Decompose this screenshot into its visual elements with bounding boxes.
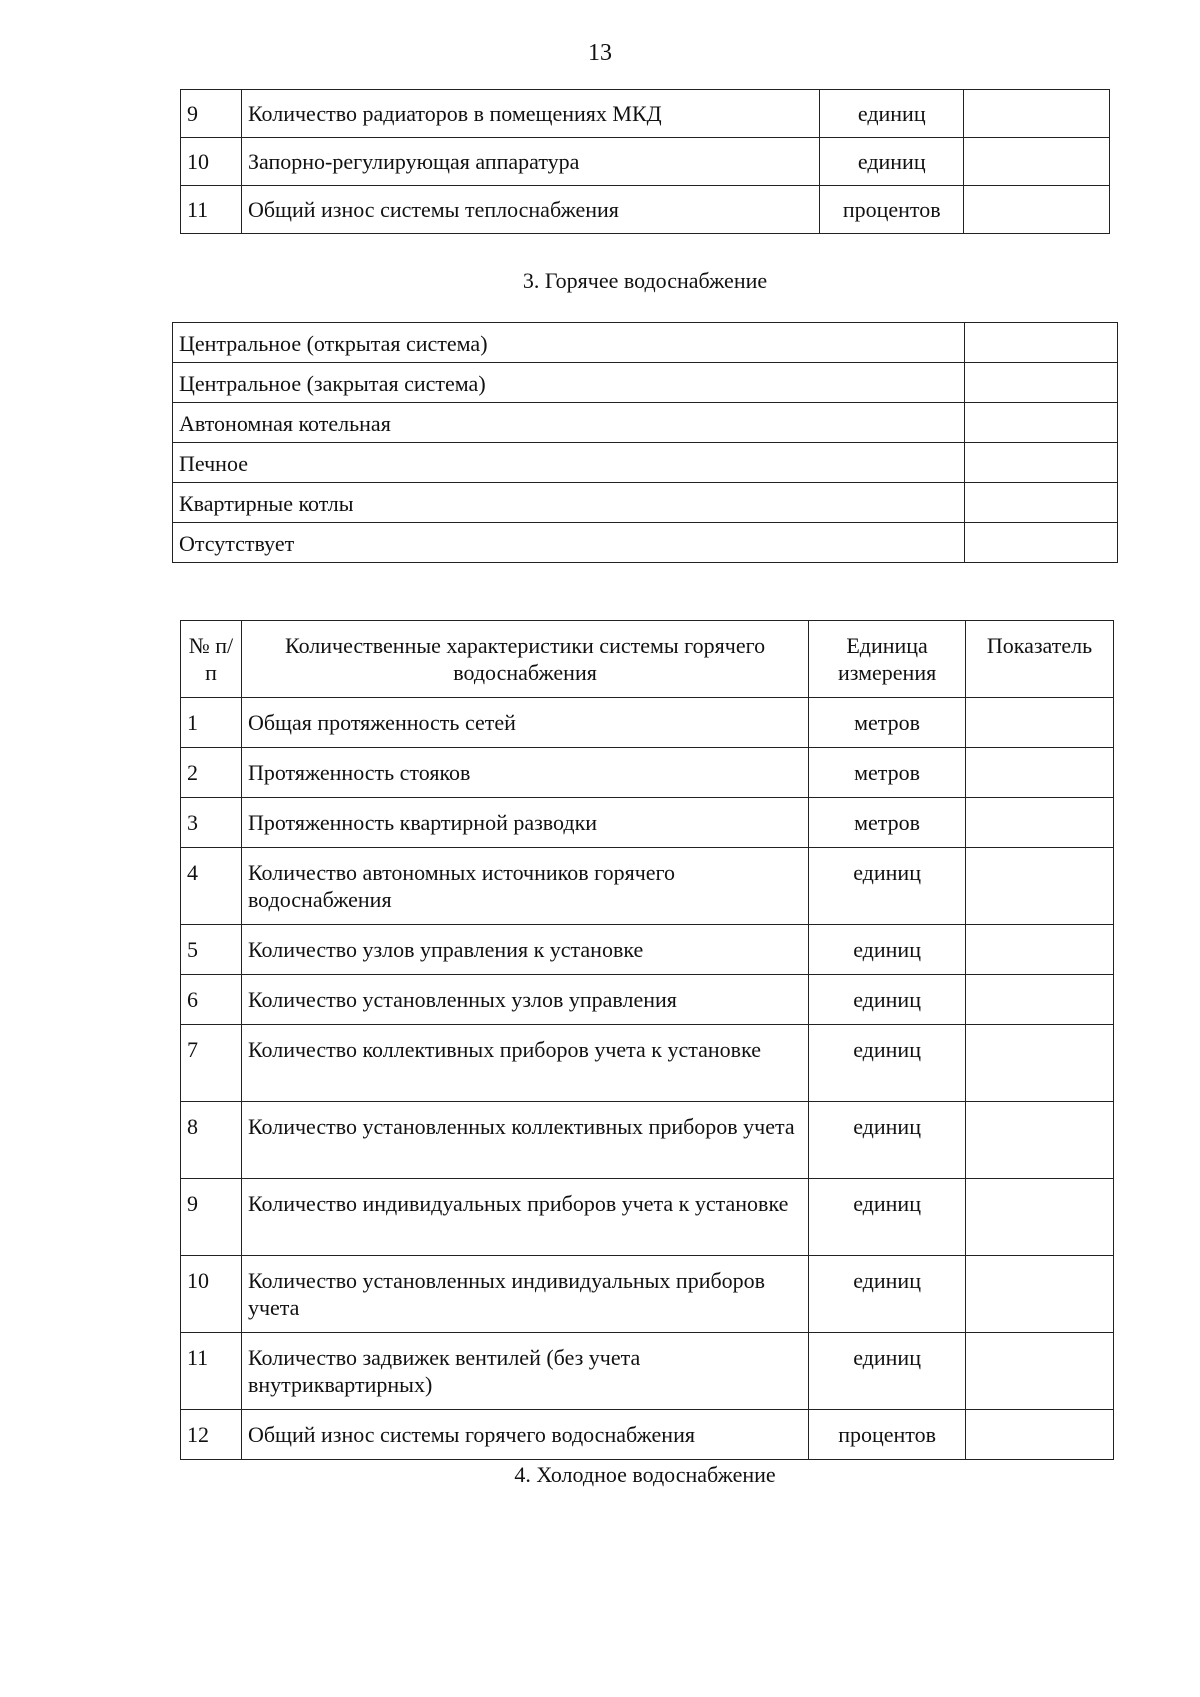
row-number: 6	[181, 975, 242, 1025]
row-number: 1	[181, 698, 242, 748]
row-name: Количество коллективных приборов учета к установке	[241, 1025, 808, 1102]
row-unit: единиц	[809, 1179, 966, 1256]
row-name: Количество радиаторов в помещениях МКД	[241, 90, 819, 138]
row-name: Количество автономных источников горячего водоснабжения	[241, 848, 808, 925]
row-number: 9	[181, 90, 242, 138]
row-name: Количество индивидуальных приборов учета к установке	[241, 1179, 808, 1256]
heating-characteristics-table	[180, 89, 1110, 234]
type-label: Автономная котельная	[173, 403, 965, 443]
row-unit: процентов	[809, 1410, 966, 1460]
row-value	[964, 186, 1110, 234]
type-value	[965, 323, 1118, 363]
header-name: Количественные характеристики системы горячего водоснабжения	[241, 621, 808, 698]
table-row	[173, 403, 1118, 443]
row-value	[966, 1256, 1114, 1333]
row-name: Количество узлов управления к установке	[241, 925, 808, 975]
row-unit: метров	[809, 698, 966, 748]
table-row	[181, 1333, 1114, 1410]
table-row	[181, 975, 1114, 1025]
row-unit: единиц	[809, 848, 966, 925]
row-unit: метров	[809, 798, 966, 848]
type-value	[965, 403, 1118, 443]
row-value	[966, 975, 1114, 1025]
row-value	[966, 798, 1114, 848]
row-name: Общий износ системы теплоснабжения	[241, 186, 819, 234]
row-unit: единиц	[820, 90, 964, 138]
row-name: Количество задвижек вентилей (без учета внутриквартирных)	[241, 1333, 808, 1410]
row-value	[966, 1025, 1114, 1102]
row-unit: единиц	[820, 138, 964, 186]
row-unit: единиц	[809, 1333, 966, 1410]
row-number: 2	[181, 748, 242, 798]
type-label: Центральное (закрытая система)	[173, 363, 965, 403]
type-value	[965, 483, 1118, 523]
table-row	[181, 925, 1114, 975]
row-number: 5	[181, 925, 242, 975]
type-label: Печное	[173, 443, 965, 483]
type-value	[965, 363, 1118, 403]
row-unit: процентов	[820, 186, 964, 234]
type-label: Отсутствует	[173, 523, 965, 563]
table-row	[181, 1025, 1114, 1102]
type-value	[965, 443, 1118, 483]
row-number: 10	[181, 138, 242, 186]
row-number: 10	[181, 1256, 242, 1333]
page-number: 13	[588, 40, 612, 66]
row-unit: единиц	[809, 975, 966, 1025]
table-row	[173, 483, 1118, 523]
row-name: Общий износ системы горячего водоснабжения	[241, 1410, 808, 1460]
table-row	[173, 523, 1118, 563]
table-row	[181, 186, 1110, 234]
row-number: 4	[181, 848, 242, 925]
type-label: Центральное (открытая система)	[173, 323, 965, 363]
hot-water-characteristics-table	[180, 620, 1114, 1460]
row-unit: единиц	[809, 1025, 966, 1102]
row-number: 11	[181, 1333, 242, 1410]
row-value	[966, 1179, 1114, 1256]
table-row	[181, 848, 1114, 925]
row-name: Протяженность квартирной разводки	[241, 798, 808, 848]
row-unit: единиц	[809, 1256, 966, 1333]
row-number: 11	[181, 186, 242, 234]
row-name: Количество установленных коллективных приборов учета	[241, 1102, 808, 1179]
table-row	[181, 138, 1110, 186]
table-row	[181, 798, 1114, 848]
table-row	[181, 1256, 1114, 1333]
table-row	[181, 1102, 1114, 1179]
row-name: Запорно-регулирующая аппаратура	[241, 138, 819, 186]
table-row	[181, 90, 1110, 138]
row-unit: единиц	[809, 1102, 966, 1179]
row-number: 9	[181, 1179, 242, 1256]
row-value	[966, 848, 1114, 925]
table-header-row	[181, 621, 1114, 698]
table-row	[181, 1179, 1114, 1256]
row-value	[966, 925, 1114, 975]
table-row	[173, 363, 1118, 403]
header-value: Показатель	[966, 621, 1114, 698]
hot-water-type-table	[172, 322, 1118, 563]
table-row	[173, 323, 1118, 363]
row-value	[966, 1333, 1114, 1410]
row-value	[966, 1102, 1114, 1179]
row-unit: единиц	[809, 925, 966, 975]
row-number: 3	[181, 798, 242, 848]
row-unit: метров	[809, 748, 966, 798]
header-unit: Единица измерения	[809, 621, 966, 698]
table-row	[181, 698, 1114, 748]
row-number: 8	[181, 1102, 242, 1179]
header-num: № п/п	[181, 621, 242, 698]
row-number: 7	[181, 1025, 242, 1102]
row-name: Количество установленных индивидуальных приборов учета	[241, 1256, 808, 1333]
row-number: 12	[181, 1410, 242, 1460]
type-label: Квартирные котлы	[173, 483, 965, 523]
row-name: Общая протяженность сетей	[241, 698, 808, 748]
table-row	[181, 1410, 1114, 1460]
row-value	[966, 698, 1114, 748]
hot-water-section-title: 3. Горячее водоснабжение	[522, 268, 768, 293]
cold-water-section-title: 4. Холодное водоснабжение	[514, 1462, 776, 1487]
row-value	[966, 1410, 1114, 1460]
row-value	[964, 138, 1110, 186]
row-value	[964, 90, 1110, 138]
row-name: Количество установленных узлов управления	[241, 975, 808, 1025]
row-value	[966, 748, 1114, 798]
row-name: Протяженность стояков	[241, 748, 808, 798]
table-row	[181, 748, 1114, 798]
type-value	[965, 523, 1118, 563]
table-row	[173, 443, 1118, 483]
